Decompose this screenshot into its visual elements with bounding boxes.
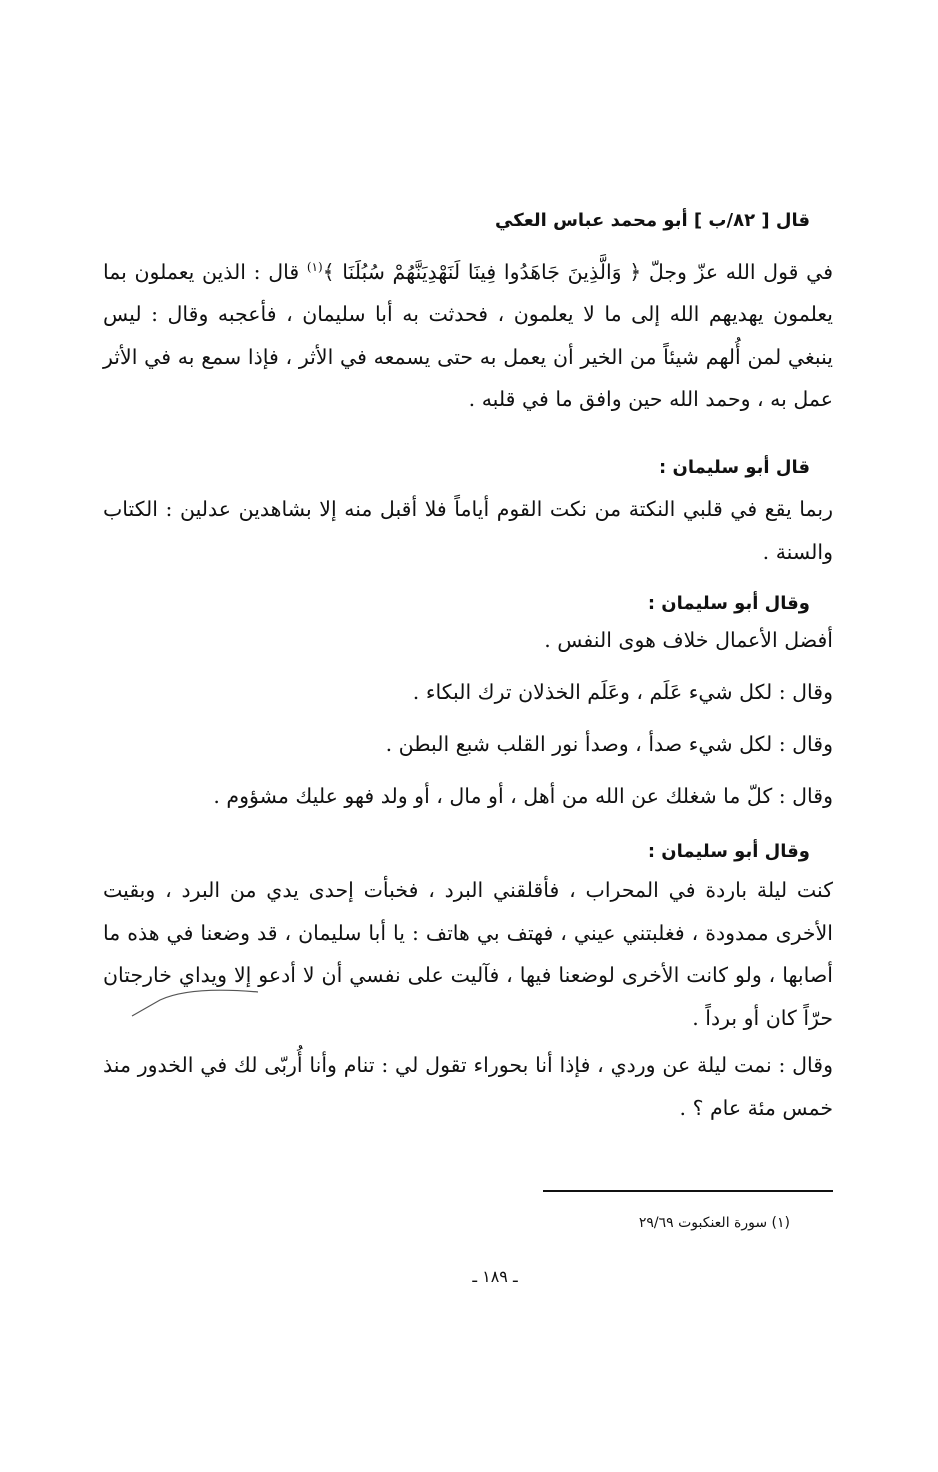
- stray-pen-mark: [130, 978, 260, 1018]
- saying-rust-of-heart: وقال : لكل شيء صدأ ، وصدأ نور القلب شبع البطن .: [385, 732, 833, 756]
- paragraph-houri-story: وقال : نمت ليلة عن وردي ، فإذا أنا بحوراء تقول لي : تنام وأنا أُربّى لك في الخدور منذ خمس مئة عام ؟ .: [103, 1053, 833, 1120]
- saying-distractions: وقال : كلّ ما شغلك عن الله من أهل ، أو مال ، أو ولد فهو عليك مشؤوم .: [213, 784, 833, 808]
- section-heading-abu-sulayman-3: وقال أبو سليمان :: [647, 841, 810, 862]
- footnote-quran-reference: (١) سورة العنكبوت ٢٩/٦٩: [638, 1215, 790, 1231]
- footnote-reference: (١): [306, 260, 323, 274]
- paragraph-cold-night-story: كنت ليلة باردة في المحراب ، فأقلقني البرد ، فخبأت إحدى يدي من البرد ، وبقيت الأخرى ممدودة ، فغلبتني عيني ، فهتف بي هاتف : يا أبا سليمان ، قد وضعنا في هذه ما أصابها ، ولو كانت الأخرى لوضعنا فيها ، فآليت على نفسي أن لا أدعو إلا ويداي خارجتان حرّاً كان أو برداً .: [103, 878, 833, 1030]
- section-heading-abu-sulayman-2: وقال أبو سليمان :: [647, 593, 810, 614]
- page-number: ـ ١٨٩ ـ: [472, 1267, 518, 1286]
- paragraph-quran-opening: في قول الله عزّ وجلّ ﴿ وَالَّذِينَ جَاهَدُوا فِينَا لَنَهْدِيَنَّهُمْ سُبُلَنَا ﴾: [322, 259, 834, 284]
- section-heading-abbas-alakki: قال [ ٨٢/ب ] أبو محمد عباس العكي: [495, 210, 810, 231]
- saying-sign-of-abandonment: وقال : لكل شيء عَلَم ، وعَلَم الخذلان ترك البكاء .: [412, 680, 833, 704]
- footnote-divider: [543, 1190, 833, 1192]
- paragraph-quran-continuation: قال : الذين يعملون بما يعلمون يهديهم الله إلى ما لا يعلمون ، فحدثت به أبا سليمان ، فأعجبه وقال : ليس ينبغي لمن أُلهم شيئاً من الخير أن يعمل به حتى يسمعه في الأثر ، فإذا سمع به في الأثر عمل به ، وحمد الله حين وافق ما في قلبه .: [103, 259, 833, 412]
- section-heading-abu-sulayman-1: قال أبو سليمان :: [659, 457, 810, 478]
- saying-best-deeds: أفضل الأعمال خلاف هوى النفس .: [544, 628, 833, 652]
- paragraph-quran-commentary: [103, 246, 833, 421]
- paragraph-two-witnesses: ربما يقع في قلبي النكتة من نكت القوم أياماً فلا أقبل منه إلا بشاهدين عدلين : الكتاب والسنة .: [103, 497, 833, 564]
